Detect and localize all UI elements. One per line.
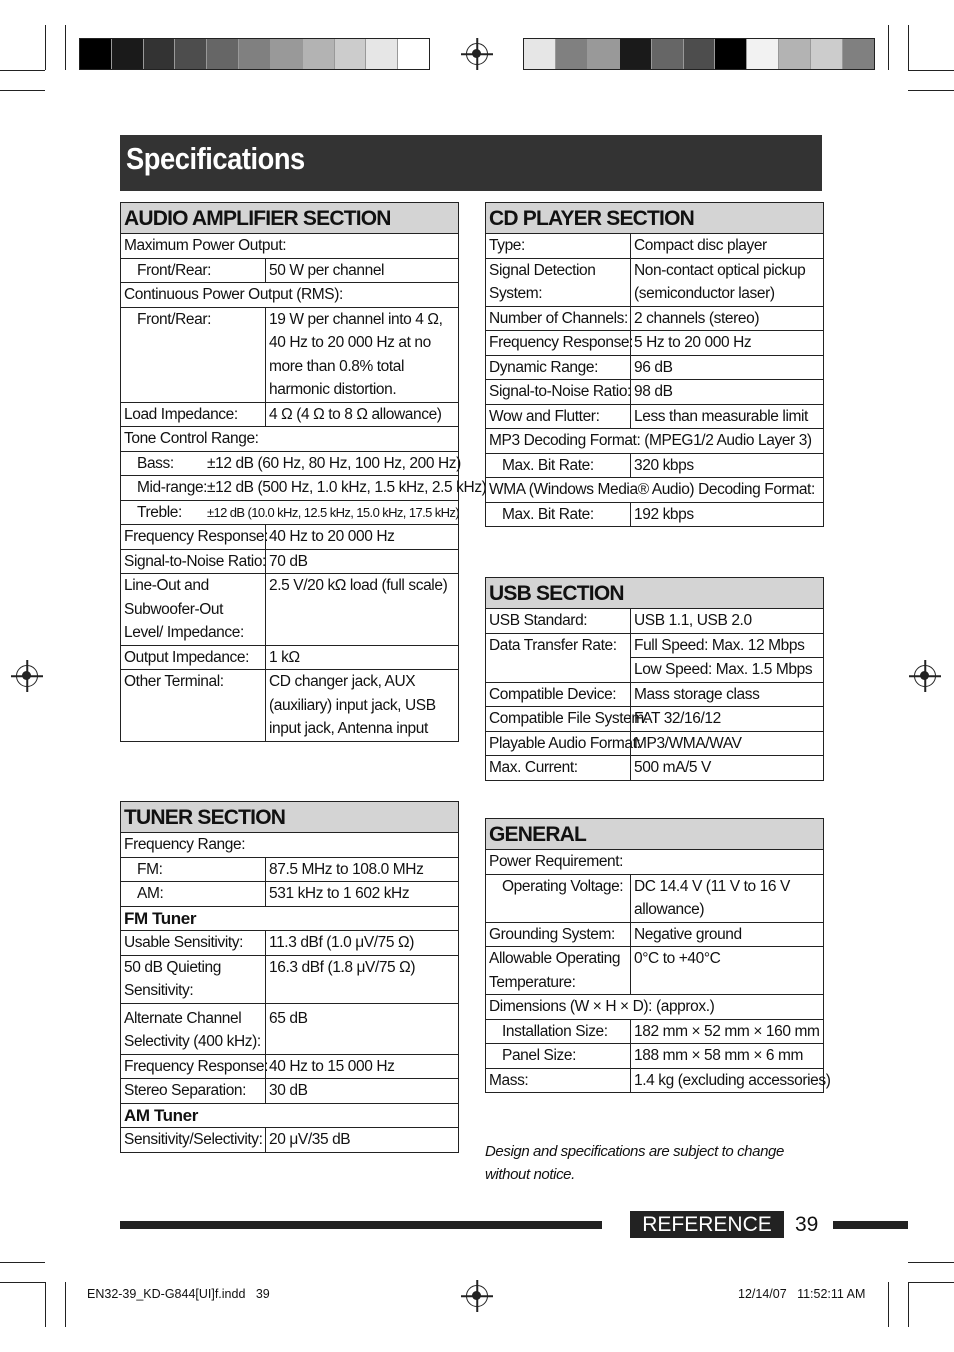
swatch bbox=[398, 39, 429, 69]
spec-label: WMA (Windows Media® Audio) Decoding Format: bbox=[486, 478, 824, 503]
swatch bbox=[652, 39, 684, 69]
crop-mark bbox=[908, 1282, 909, 1327]
section-heading: GENERAL bbox=[486, 819, 824, 850]
tone-row-bass bbox=[121, 451, 459, 476]
spec-label: Line-Out and Subwoofer-Out Level/ Impedance: bbox=[121, 574, 266, 646]
section-heading: TUNER SECTION bbox=[121, 802, 459, 833]
spec-label: USB Standard: bbox=[486, 609, 631, 634]
crop-mark bbox=[0, 1282, 45, 1283]
spec-label: Signal-to-Noise Ratio: bbox=[486, 380, 631, 405]
spec-label: Front/Rear: bbox=[121, 258, 266, 283]
spec-label: Compatible File System: bbox=[486, 707, 631, 732]
crop-mark bbox=[65, 25, 66, 70]
swatch bbox=[811, 39, 843, 69]
spec-label: AM: bbox=[121, 882, 266, 907]
swatch bbox=[779, 39, 811, 69]
spec-label: FM: bbox=[121, 857, 266, 882]
section-heading: CD PLAYER SECTION bbox=[486, 203, 824, 234]
title-bar bbox=[120, 135, 822, 191]
spec-value: DC 14.4 V (11 V to 16 V allowance) bbox=[631, 874, 824, 922]
disclaimer-note: Design and specifications are subject to change without notice. bbox=[485, 1143, 784, 1183]
spec-value: 1.4 kg (excluding accessories) bbox=[631, 1068, 824, 1093]
spec-label: Maximum Power Output: bbox=[121, 234, 459, 259]
registration-mark-icon bbox=[466, 43, 488, 65]
swatch bbox=[556, 39, 588, 69]
spec-label: Wow and Flutter: bbox=[486, 404, 631, 429]
spec-value: 188 mm × 58 mm × 6 mm bbox=[631, 1044, 824, 1069]
spec-label: Frequency Response: bbox=[121, 1054, 266, 1079]
spec-label: Signal-to-Noise Ratio: bbox=[121, 549, 266, 574]
section-heading: USB SECTION bbox=[486, 578, 824, 609]
spec-label: Max. Bit Rate: bbox=[486, 502, 631, 527]
spec-value: ±12 dB (10.0 kHz, 12.5 kHz, 15.0 kHz, 17.5 kHz) bbox=[207, 504, 460, 520]
spec-value: 40 Hz to 20 000 Hz bbox=[266, 525, 459, 550]
spec-value: 40 Hz to 15 000 Hz bbox=[266, 1054, 459, 1079]
crop-mark bbox=[0, 90, 45, 91]
spec-label: Grounding System: bbox=[486, 922, 631, 947]
spec-label: Dynamic Range: bbox=[486, 355, 631, 380]
swatch bbox=[588, 39, 620, 69]
crop-mark bbox=[908, 70, 954, 71]
spec-value: 2.5 V/20 kΩ load (full scale) bbox=[266, 574, 459, 646]
cd-player-table bbox=[485, 202, 824, 527]
crop-mark bbox=[0, 70, 45, 71]
spec-value: USB 1.1, USB 2.0 bbox=[631, 609, 824, 634]
crop-mark bbox=[45, 1282, 46, 1327]
spec-value: 20 μV/35 dB bbox=[266, 1128, 459, 1153]
spec-label: Front/Rear: bbox=[121, 307, 266, 402]
spec-label: Sensitivity/Selectivity: bbox=[121, 1128, 266, 1153]
tone-row-treble bbox=[121, 500, 459, 525]
swatch bbox=[303, 39, 335, 69]
footer-rule-right bbox=[833, 1221, 908, 1229]
audio-amplifier-table bbox=[120, 202, 487, 742]
spec-value: Mass storage class bbox=[631, 682, 824, 707]
section-heading: AUDIO AMPLIFIER SECTION bbox=[121, 203, 459, 234]
spec-label: Data Transfer Rate: bbox=[486, 633, 631, 682]
spec-value: 70 dB bbox=[266, 549, 459, 574]
spec-value: Compact disc player bbox=[631, 234, 824, 259]
general-table bbox=[485, 818, 831, 1093]
spec-label: Operating Voltage: bbox=[486, 874, 631, 922]
spec-label: Stereo Separation: bbox=[121, 1079, 266, 1104]
swatch bbox=[175, 39, 207, 69]
swatch bbox=[524, 39, 556, 69]
spec-value: 65 dB bbox=[266, 1003, 459, 1054]
spec-label: Number of Channels: bbox=[486, 306, 631, 331]
color-calibration-bar-right bbox=[523, 38, 875, 70]
spec-label: Allowable Operating Temperature: bbox=[486, 947, 631, 995]
tone-row-mid bbox=[121, 476, 487, 501]
spec-value: 4 Ω (4 Ω to 8 Ω allowance) bbox=[266, 402, 459, 427]
crop-mark bbox=[908, 90, 954, 91]
spec-label: Signal Detection System: bbox=[486, 258, 631, 306]
spec-value: Full Speed: Max. 12 Mbps bbox=[631, 633, 824, 658]
swatch bbox=[144, 39, 176, 69]
spec-label: Bass: bbox=[137, 454, 174, 472]
spec-value: MP3/WMA/WAV bbox=[631, 731, 824, 756]
spec-value: 5 Hz to 20 000 Hz bbox=[631, 331, 824, 356]
spec-value: 19 W per channel into 4 Ω, 40 Hz to 20 000 Hz at no more than 0.8% total harmonic distortion. bbox=[266, 307, 459, 402]
swatch bbox=[684, 39, 716, 69]
crop-mark bbox=[65, 1282, 66, 1327]
swatch bbox=[207, 39, 239, 69]
spec-value: 16.3 dBf (1.8 μV/75 Ω) bbox=[266, 955, 459, 1003]
page-title: Specifications bbox=[126, 141, 305, 176]
spec-label: MP3 Decoding Format: (MPEG1/2 Audio Layer 3) bbox=[486, 429, 824, 454]
spec-label: 50 dB Quieting Sensitivity: bbox=[121, 955, 266, 1003]
spec-value: 192 kbps bbox=[631, 502, 824, 527]
spec-label: Alternate Channel Selectivity (400 kHz): bbox=[121, 1003, 266, 1054]
spec-value: 531 kHz to 1 602 kHz bbox=[266, 882, 459, 907]
swatch bbox=[271, 39, 303, 69]
spec-label: Mid-range: bbox=[137, 479, 208, 496]
tuner-table bbox=[120, 801, 459, 1153]
crop-mark bbox=[908, 25, 909, 70]
spec-label: Usable Sensitivity: bbox=[121, 931, 266, 956]
spec-value: ±12 dB (60 Hz, 80 Hz, 100 Hz, 200 Hz) bbox=[207, 454, 461, 472]
swatch bbox=[335, 39, 367, 69]
spec-label: Frequency Response: bbox=[121, 525, 266, 550]
color-calibration-bar-left bbox=[79, 38, 430, 70]
spec-label: Tone Control Range: bbox=[121, 427, 459, 452]
crop-mark bbox=[888, 25, 889, 70]
spec-value: Low Speed: Max. 1.5 Mbps bbox=[631, 658, 824, 683]
spec-label: Other Terminal: bbox=[121, 670, 266, 742]
spec-label: Playable Audio Format: bbox=[486, 731, 631, 756]
spec-label: Mass: bbox=[486, 1068, 631, 1093]
spec-value: 182 mm × 52 mm × 160 mm bbox=[631, 1019, 824, 1044]
swatch bbox=[80, 39, 112, 69]
spec-value: 2 channels (stereo) bbox=[631, 306, 824, 331]
crop-mark bbox=[0, 1262, 45, 1263]
spec-label: Panel Size: bbox=[486, 1044, 631, 1069]
spec-value: 0°C to +40°C bbox=[631, 947, 824, 995]
subsection-heading: AM Tuner bbox=[121, 1103, 459, 1128]
registration-mark-icon bbox=[914, 665, 936, 687]
crop-mark bbox=[908, 1282, 954, 1283]
spec-label: Type: bbox=[486, 234, 631, 259]
crop-mark bbox=[908, 1262, 954, 1263]
spec-value: 98 dB bbox=[631, 380, 824, 405]
registration-mark-icon bbox=[16, 665, 38, 687]
crop-mark bbox=[45, 25, 46, 70]
spec-value: Less than measurable limit bbox=[631, 404, 824, 429]
swatch bbox=[366, 39, 398, 69]
crop-mark bbox=[888, 1282, 889, 1327]
spec-label: Output Impedance: bbox=[121, 645, 266, 670]
section-tag: REFERENCE bbox=[630, 1211, 784, 1238]
spec-label: Max. Bit Rate: bbox=[486, 453, 631, 478]
spec-value: Non-contact optical pickup (semiconductor laser) bbox=[631, 258, 824, 306]
spec-label: Power Requirement: bbox=[486, 850, 824, 875]
spec-value: Negative ground bbox=[631, 922, 824, 947]
spec-value: 1 kΩ bbox=[266, 645, 459, 670]
spec-value: CD changer jack, AUX (auxiliary) input jack, USB input jack, Antenna input bbox=[266, 670, 459, 742]
swatch bbox=[747, 39, 779, 69]
spec-value: ±12 dB (500 Hz, 1.0 kHz, 1.5 kHz, 2.5 kHz) bbox=[207, 479, 487, 496]
spec-value: 96 dB bbox=[631, 355, 824, 380]
spec-value: FAT 32/16/12 bbox=[631, 707, 824, 732]
spec-label: Frequency Response: bbox=[486, 331, 631, 356]
file-slug: EN32-39_KD-G844[UI]f.indd 39 bbox=[87, 1287, 270, 1301]
subsection-heading: FM Tuner bbox=[121, 906, 459, 931]
swatch bbox=[715, 39, 747, 69]
footer-rule-left bbox=[120, 1221, 602, 1229]
spec-label: Frequency Range: bbox=[121, 833, 459, 858]
spec-label: Dimensions (W × H × D): (approx.) bbox=[486, 995, 824, 1020]
spec-label: Load Impedance: bbox=[121, 402, 266, 427]
spec-value: 500 mA/5 V bbox=[631, 756, 824, 781]
spec-value: 11.3 dBf (1.0 μV/75 Ω) bbox=[266, 931, 459, 956]
spec-label: Max. Current: bbox=[486, 756, 631, 781]
spec-label: Compatible Device: bbox=[486, 682, 631, 707]
spec-label: Installation Size: bbox=[486, 1019, 631, 1044]
spec-value: 320 kbps bbox=[631, 453, 824, 478]
swatch bbox=[843, 39, 874, 69]
swatch bbox=[112, 39, 144, 69]
spec-label: Treble: bbox=[137, 503, 182, 521]
spec-value: 30 dB bbox=[266, 1079, 459, 1104]
page-number: 39 bbox=[795, 1213, 819, 1236]
spec-value: 50 W per channel bbox=[266, 258, 459, 283]
registration-mark-icon bbox=[466, 1285, 488, 1307]
spec-value: 87.5 MHz to 108.0 MHz bbox=[266, 857, 459, 882]
usb-table bbox=[485, 577, 824, 781]
spec-label: Continuous Power Output (RMS): bbox=[121, 283, 459, 308]
swatch bbox=[239, 39, 271, 69]
print-timestamp: 12/14/07 11:52:11 AM bbox=[738, 1287, 866, 1301]
swatch bbox=[620, 39, 652, 69]
